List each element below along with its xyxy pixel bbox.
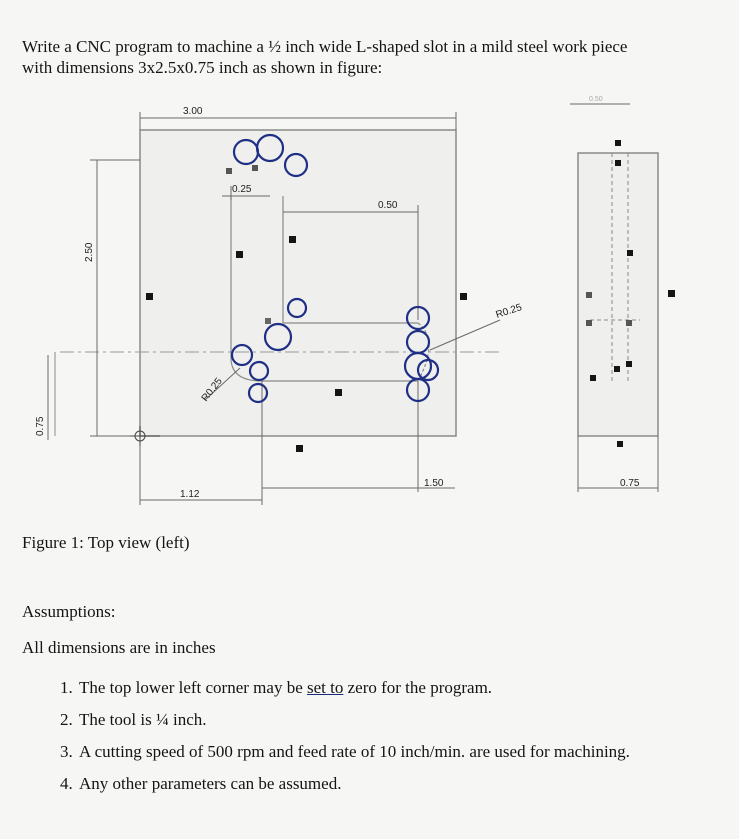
assumptions-preamble: All dimensions are in inches — [22, 638, 216, 657]
problem-line-2: with dimensions 3x2.5x0.75 inch as shown in figure: — [22, 58, 383, 77]
dim-side-thickness: 0.75 — [620, 478, 640, 489]
dim-right-offset: 1.50 — [424, 478, 444, 489]
dim-radius-left: R0.25 — [199, 376, 225, 404]
figure-caption: Figure 1: Top view (left) — [22, 533, 190, 552]
dim-width-total: 3.00 — [183, 106, 203, 117]
assumption-item — [77, 672, 737, 704]
assumption-item: 2. The tool is ¼ inch. — [77, 704, 737, 736]
dim-left-offset: 1.12 — [180, 489, 200, 500]
problem-line-1: Write a CNC program to machine a ½ inch wide L-shaped slot in a mild steel work piece — [22, 37, 628, 56]
dim-slot-top-offset: 0.25 — [232, 184, 252, 195]
dim-radius-right: R0.25 — [494, 302, 524, 321]
dim-bottom-offset: 0.75 — [35, 416, 46, 436]
assumption-item: 3. A cutting speed of 500 rpm and feed rate of 10 inch/min. are used for machining. — [77, 736, 737, 768]
assumption-underlined-text: set to — [307, 678, 344, 697]
assumption-text: zero for the program. — [343, 678, 493, 697]
assumptions-heading: Assumptions: — [22, 602, 116, 621]
dim-slot-width: 0.50 — [378, 200, 398, 211]
assumptions-list — [22, 672, 737, 800]
assumption-text: The top lower left corner may be — [79, 678, 307, 697]
dim-height-total: 2.50 — [84, 242, 95, 262]
assumption-item: 4. Any other parameters can be assumed. — [77, 768, 737, 800]
dim-side-top: 0.50 — [589, 96, 603, 103]
